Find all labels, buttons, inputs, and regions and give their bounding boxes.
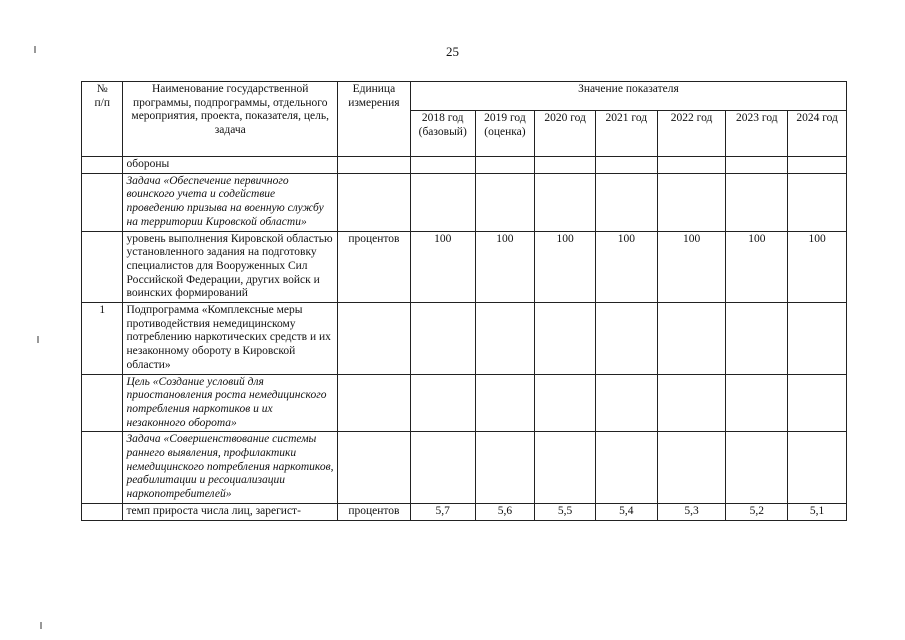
row-name: темп прироста числа лиц, зарегист- (123, 503, 338, 520)
row-value: 5,3 (657, 503, 726, 520)
row-name: Задача «Совершенствование системы раннего выявления, профилактики немедицинского потребления наркотиков, реабилитации и ресоциализации наркопотребителей» (123, 432, 338, 504)
row-unit (337, 157, 410, 174)
row-value (410, 432, 475, 504)
row-value (657, 157, 726, 174)
row-value (595, 157, 657, 174)
scan-mark (40, 622, 42, 629)
row-unit (337, 173, 410, 231)
row-value (475, 303, 535, 375)
row-value (657, 303, 726, 375)
row-value (475, 173, 535, 231)
table-row (82, 432, 847, 504)
row-name: уровень выполнения Кировской областью установленного задания на подготовку специалистов для Вооруженных Сил Российской Федерации, других войск и воинских формирований (123, 231, 338, 303)
table-row (82, 173, 847, 231)
row-value (410, 157, 475, 174)
row-value (788, 303, 847, 375)
row-value (657, 173, 726, 231)
row-value: 100 (726, 231, 788, 303)
row-num (82, 173, 123, 231)
header-year: 2019 год (оценка) (475, 111, 535, 157)
row-num: 1 (82, 303, 123, 375)
row-value (726, 157, 788, 174)
row-value (726, 173, 788, 231)
row-num (82, 432, 123, 504)
row-value (535, 432, 596, 504)
row-value (535, 157, 596, 174)
row-value (726, 303, 788, 375)
page-number: 25 (446, 44, 459, 59)
row-num (82, 503, 123, 520)
row-value: 5,1 (788, 503, 847, 520)
table-row (82, 231, 847, 303)
table-row (82, 157, 847, 174)
row-value (535, 303, 596, 375)
row-value: 100 (535, 231, 596, 303)
row-unit (337, 432, 410, 504)
row-name: Цель «Создание условий для приостановления роста немедицинского потребления наркотиков и их незаконного оборота» (123, 374, 338, 432)
row-num (82, 157, 123, 174)
header-year: 2022 год (657, 111, 726, 157)
row-value: 5,2 (726, 503, 788, 520)
row-value (595, 432, 657, 504)
row-value (410, 374, 475, 432)
header-value-group: Значение показателя (410, 82, 846, 111)
row-value (410, 173, 475, 231)
row-name: Задача «Обеспечение первичного воинского учета и содействие проведению призыва на военную службу на территории Кировской области» (123, 173, 338, 231)
row-value (595, 303, 657, 375)
row-num (82, 374, 123, 432)
header-year: 2020 год (535, 111, 596, 157)
scan-mark (34, 46, 36, 53)
row-value (535, 173, 596, 231)
row-value (726, 432, 788, 504)
row-unit: процентов (337, 503, 410, 520)
row-value (788, 432, 847, 504)
row-num (82, 231, 123, 303)
row-value (788, 157, 847, 174)
row-value: 100 (595, 231, 657, 303)
row-value: 100 (788, 231, 847, 303)
row-value (410, 303, 475, 375)
row-value: 5,6 (475, 503, 535, 520)
row-value (726, 374, 788, 432)
row-value (595, 173, 657, 231)
row-value (788, 173, 847, 231)
row-value (475, 432, 535, 504)
header-year: 2021 год (595, 111, 657, 157)
row-value: 100 (657, 231, 726, 303)
header-year: 2024 год (788, 111, 847, 157)
row-value (788, 374, 847, 432)
row-value: 100 (475, 231, 535, 303)
header-name: Наименование государственной программы, подпрограммы, отдельного мероприятия, проекта, показателя, цель, задача (123, 82, 338, 157)
scan-mark (37, 336, 39, 343)
table-row (82, 374, 847, 432)
header-unit: Единица измерения (337, 82, 410, 157)
row-unit: процентов (337, 231, 410, 303)
row-name: Подпрограмма «Комплексные меры противодействия немедицинскому потреблению наркотических средств и их незаконному обороту в Кировской области» (123, 303, 338, 375)
row-value: 100 (410, 231, 475, 303)
header-year: 2018 год (базовый) (410, 111, 475, 157)
header-year: 2023 год (726, 111, 788, 157)
indicator-table (81, 81, 847, 521)
row-value (475, 157, 535, 174)
header-num: № п/п (82, 82, 123, 157)
row-value (535, 374, 596, 432)
row-value (595, 374, 657, 432)
row-name: обороны (123, 157, 338, 174)
header-row-1 (82, 82, 847, 111)
row-value (475, 374, 535, 432)
table-row (82, 503, 847, 520)
row-value (657, 432, 726, 504)
row-value: 5,7 (410, 503, 475, 520)
table-row (82, 303, 847, 375)
row-value: 5,5 (535, 503, 596, 520)
row-value: 5,4 (595, 503, 657, 520)
row-unit (337, 374, 410, 432)
row-value (657, 374, 726, 432)
row-unit (337, 303, 410, 375)
